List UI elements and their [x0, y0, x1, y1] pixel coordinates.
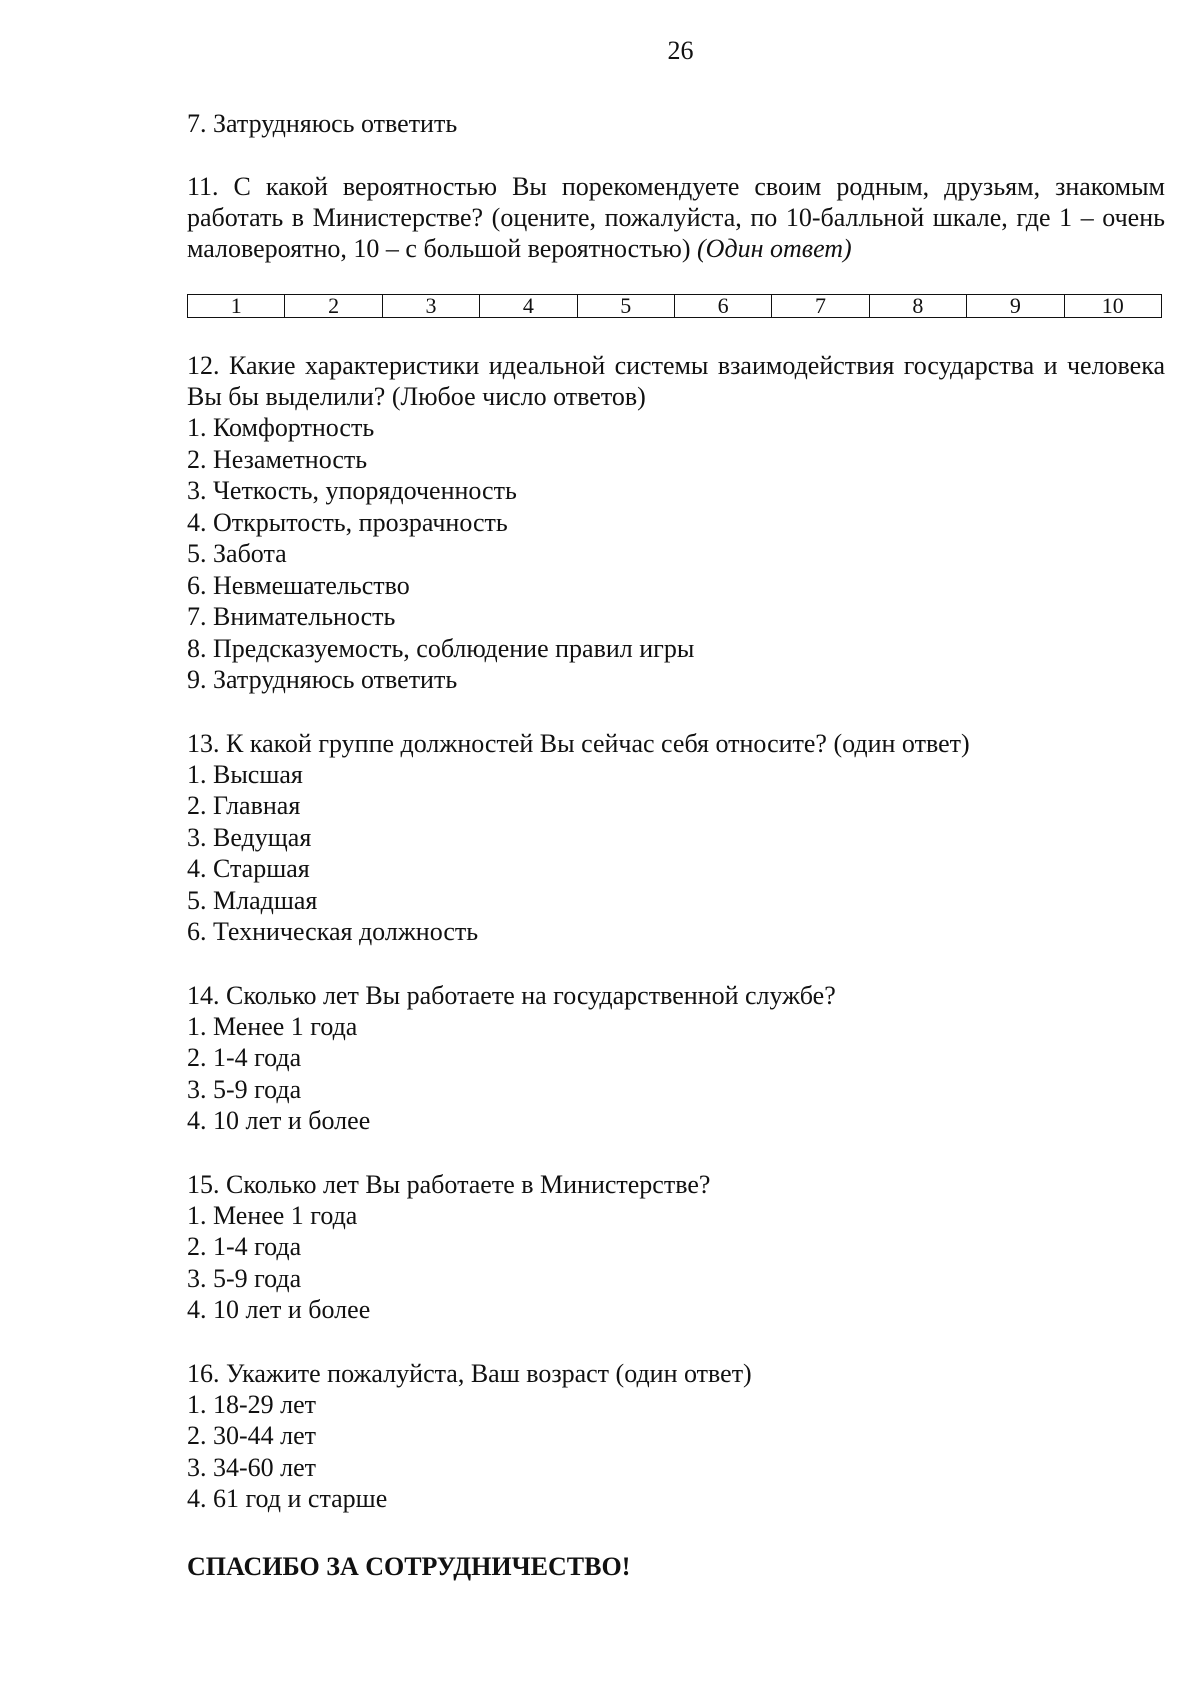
answer-option[interactable]: 4. Открытость, прозрачность	[187, 507, 508, 537]
question-14-options	[187, 1011, 1165, 1137]
scale-cell-8[interactable]: 8	[869, 295, 966, 318]
scale-cell-3[interactable]: 3	[382, 295, 479, 318]
answer-option[interactable]: 7. Внимательность	[187, 602, 396, 631]
answer-option[interactable]: 3. Ведущая	[187, 822, 312, 852]
rating-scale-table	[187, 294, 1162, 318]
scale-cell-10[interactable]: 10	[1064, 295, 1161, 318]
answer-option[interactable]: 5. Забота	[187, 539, 287, 568]
answer-option[interactable]: 3. 34-60 лет	[187, 1452, 317, 1482]
answer-option[interactable]: 6. Невмешательство	[187, 570, 410, 600]
scale-cell-4[interactable]: 4	[480, 295, 577, 318]
answer-option[interactable]: 9. Затрудняюсь ответить	[187, 665, 458, 694]
question-13-text: 13. К какой группе должностей Вы сейчас себя относите? (один ответ)	[187, 728, 970, 758]
question-15	[187, 1169, 1165, 1326]
question-11-text	[187, 171, 1165, 264]
answer-option[interactable]: 1. Менее 1 года	[187, 1011, 358, 1041]
questionnaire-body	[187, 108, 1165, 1582]
question-13-options	[187, 759, 1165, 948]
answer-option[interactable]: 4. 61 год и старше	[187, 1484, 388, 1513]
question-12-options	[187, 412, 1165, 696]
question-16-options	[187, 1389, 1165, 1515]
question-14-text: 14. Сколько лет Вы работаете на государственной службе?	[187, 980, 836, 1010]
answer-option[interactable]: 2. 1-4 года	[187, 1043, 302, 1072]
answer-option[interactable]: 3. 5-9 года	[187, 1263, 302, 1293]
previous-option: 7. Затрудняюсь ответить	[187, 109, 458, 138]
question-14	[187, 980, 1165, 1137]
scale-cell-5[interactable]: 5	[577, 295, 674, 318]
closing-thanks: СПАСИБО ЗА СОТРУДНИЧЕСТВО!	[187, 1551, 631, 1581]
answer-option[interactable]: 3. Четкость, упорядоченность	[187, 476, 517, 505]
question-12	[187, 350, 1165, 696]
answer-option[interactable]: 2. 1-4 года	[187, 1232, 302, 1261]
scale-cell-9[interactable]: 9	[967, 295, 1064, 318]
question-13	[187, 728, 1165, 948]
answer-option[interactable]: 1. Менее 1 года	[187, 1200, 358, 1230]
answer-option[interactable]: 2. Главная	[187, 791, 301, 820]
answer-option[interactable]: 5. Младшая	[187, 885, 318, 915]
question-11-body: 11. С какой вероятностью Вы порекомендуете своим родным, друзьям, знакомым работать в Министерстве? (оцените, пожалуйста, по 10-балльной шкале, где 1 – очень маловероятно, 10 – с большой вероятностью)	[187, 172, 1165, 263]
question-12-text: 12. Какие характеристики идеальной системы взаимодействия государства и человека Вы бы выделили? (Любое число ответов)	[187, 351, 1165, 411]
answer-option[interactable]: 2. Незаметность	[187, 444, 368, 474]
scale-cell-7[interactable]: 7	[772, 295, 869, 318]
question-11-note: (Один ответ)	[697, 234, 852, 263]
answer-option[interactable]: 3. 5-9 года	[187, 1074, 302, 1104]
answer-option[interactable]: 1. Комфортность	[187, 413, 375, 442]
question-15-options	[187, 1200, 1165, 1326]
scale-cell-2[interactable]: 2	[285, 295, 382, 318]
question-16-text: 16. Укажите пожалуйста, Ваш возраст (один ответ)	[187, 1358, 752, 1388]
answer-option[interactable]: 4. 10 лет и более	[187, 1295, 371, 1324]
page-number: 26	[667, 36, 694, 65]
question-16	[187, 1358, 1165, 1515]
question-15-text: 15. Сколько лет Вы работаете в Министерстве?	[187, 1169, 711, 1199]
answer-option[interactable]: 4. Старшая	[187, 854, 310, 883]
answer-option[interactable]: 8. Предсказуемость, соблюдение правил игры	[187, 633, 695, 663]
answer-option[interactable]: 4. 10 лет и более	[187, 1106, 371, 1135]
scale-cell-1[interactable]: 1	[188, 295, 285, 318]
question-11	[187, 171, 1165, 318]
answer-option[interactable]: 6. Техническая должность	[187, 917, 479, 946]
answer-option[interactable]: 2. 30-44 лет	[187, 1421, 317, 1450]
answer-option[interactable]: 1. 18-29 лет	[187, 1389, 317, 1419]
answer-option[interactable]: 1. Высшая	[187, 759, 303, 789]
scale-cell-6[interactable]: 6	[674, 295, 771, 318]
